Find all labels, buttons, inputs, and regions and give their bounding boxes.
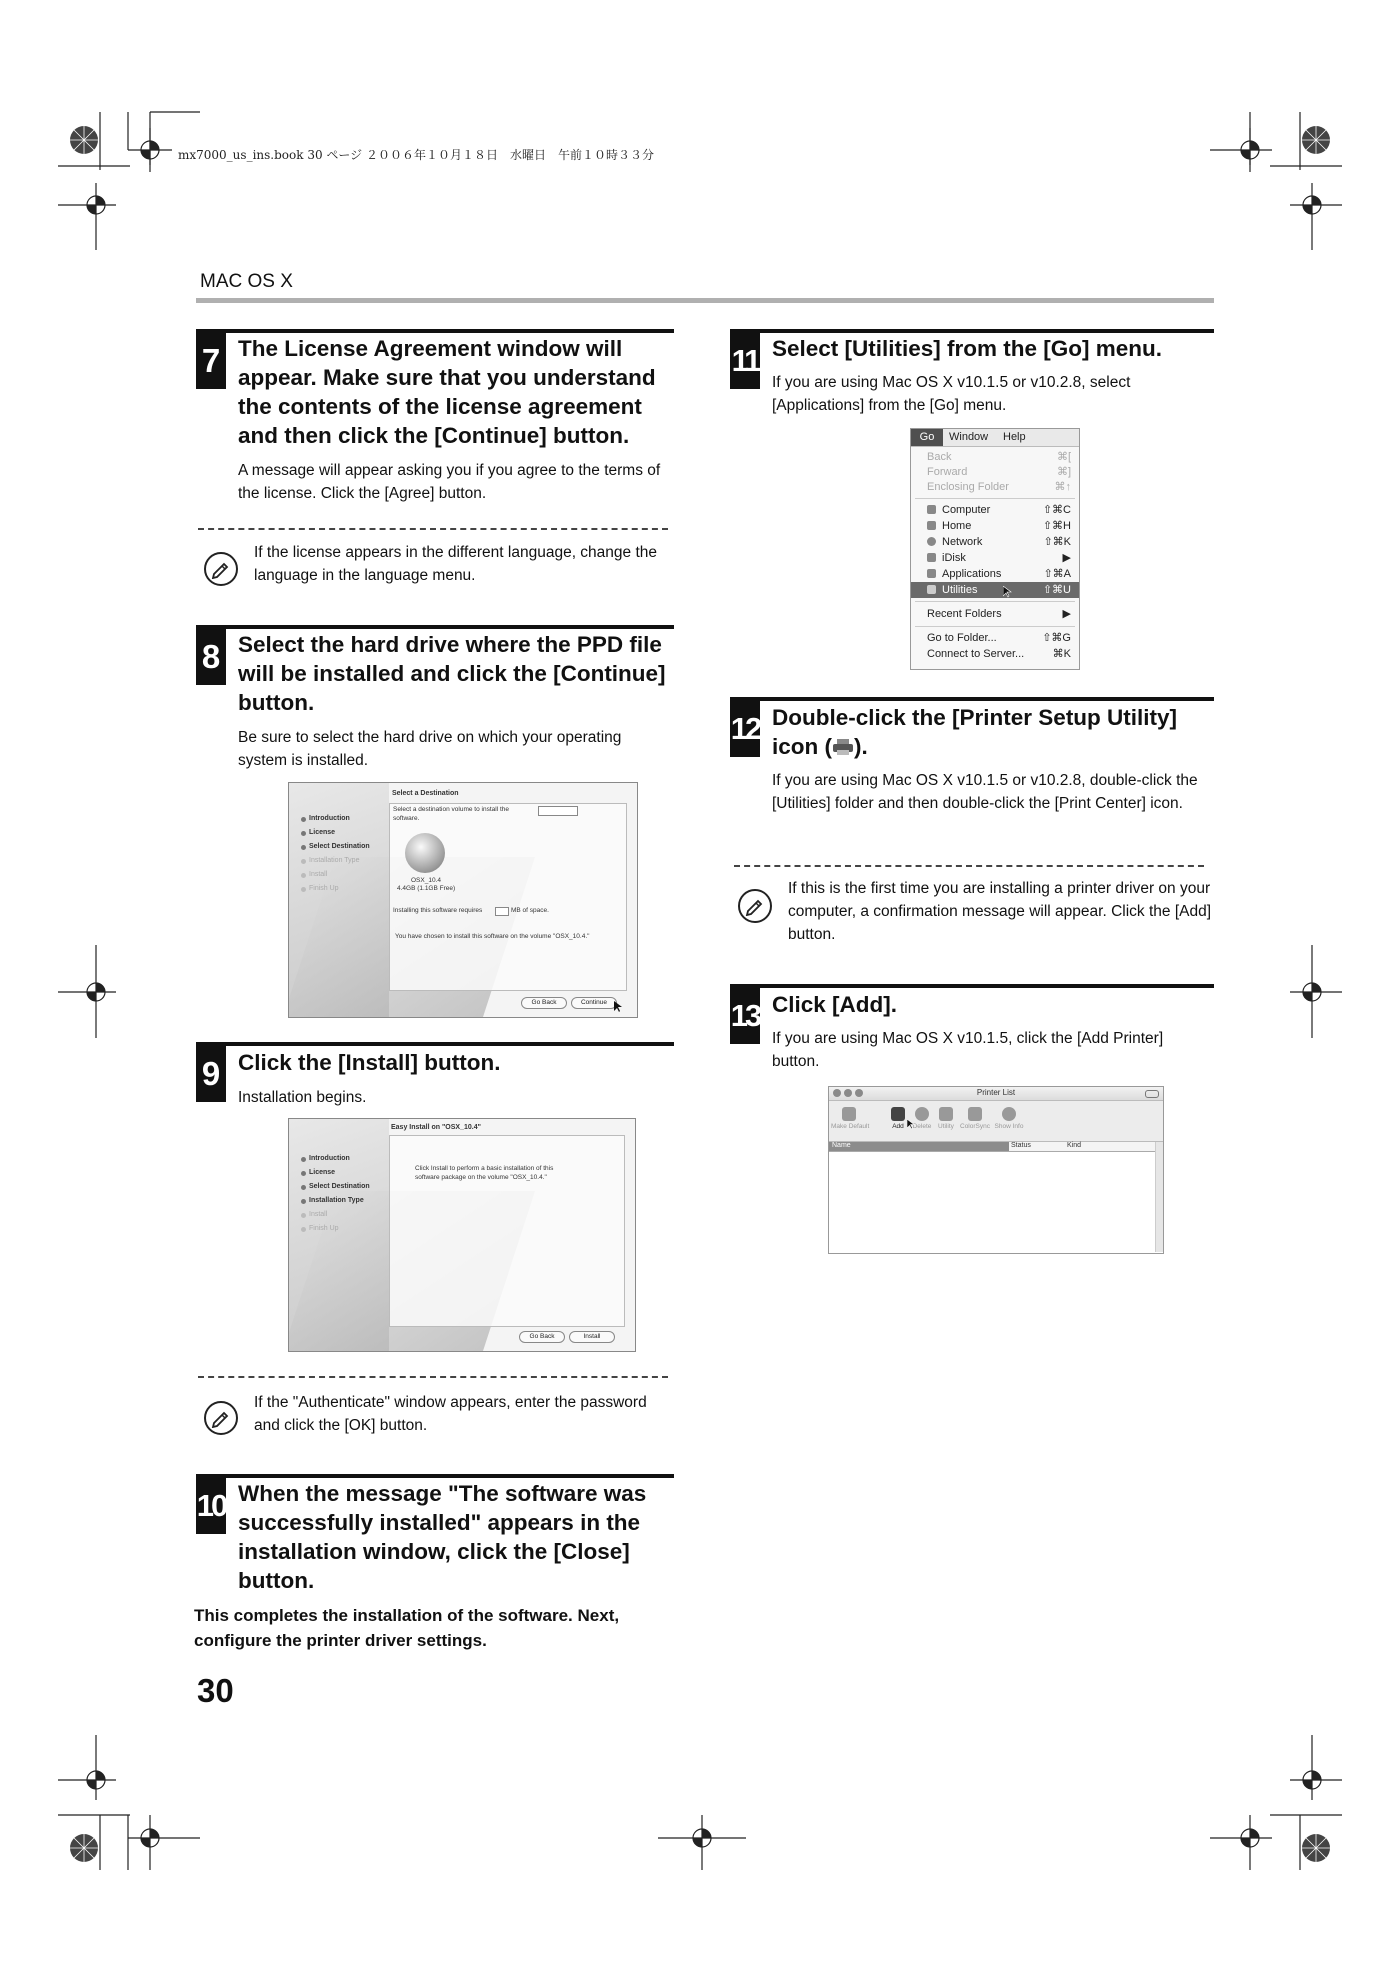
page-number: 30 [197, 1672, 234, 1709]
step-9-body: Installation begins. [238, 1089, 367, 1106]
colorsync-button[interactable]: ColorSync [959, 1103, 991, 1130]
step-7-title: The License Agreement window will appear. Make sure that you understand the contents of the license agreement and then click the [Continue] button. [238, 336, 656, 448]
menu-item-network[interactable]: Network ⇧⌘K [911, 534, 1079, 550]
menu-item-go-to-folder[interactable]: Go to Folder... ⇧⌘G [927, 632, 1071, 644]
make-default-button[interactable]: Make Default [831, 1103, 867, 1130]
nav-install: Install [309, 871, 328, 878]
menu-item-recent-folders[interactable]: Recent Folders ▶ [927, 608, 1071, 620]
install-message: Click Install to perform a basic installation of this [415, 1165, 554, 1172]
step-9-number: 9 [196, 1046, 226, 1102]
add-button[interactable]: Add [885, 1103, 911, 1130]
nav-license: License [309, 829, 336, 836]
menu-item-computer[interactable]: Computer ⇧⌘C [911, 502, 1079, 518]
name-column-header[interactable]: Name [829, 1142, 1009, 1151]
menu-item-enclosing-folder[interactable]: Enclosing Folder ⌘↑ [927, 481, 1071, 493]
go-back-button[interactable]: Go Back [521, 997, 567, 1009]
menu-window[interactable]: Window [949, 431, 989, 443]
step-8-body: Be sure to select the hard drive on which your operating system is installed. [238, 729, 622, 769]
step-12-note: If this is the first time you are installing a printer driver on your computer, a confirmation message will appear. Click the [Add] button. [788, 880, 1212, 943]
nav-select-destination: Select Destination [309, 1183, 370, 1190]
nav-finish-up: Finish Up [309, 1225, 339, 1232]
utility-button[interactable]: Utility [933, 1103, 959, 1130]
step-13-title: Click [Add]. [772, 992, 898, 1017]
menu-item-idisk[interactable]: iDisk ▶ [911, 550, 1079, 566]
step-7-number: 7 [196, 333, 226, 389]
step-10-title: When the message "The software was successfully installed" appears in the installation window, click the [Close] button. [238, 1481, 647, 1593]
show-info-button[interactable]: Show Info [991, 1103, 1027, 1130]
step-12-title: Double-click the [Printer Setup Utility] icon ( ). [772, 705, 1178, 759]
nav-installation-type: Installation Type [309, 857, 360, 864]
step-7-note: If the license appears in the different language, change the language in the language menu. [254, 544, 658, 584]
go-back-button[interactable]: Go Back [519, 1331, 565, 1343]
step-8-title: Select the hard drive where the PPD file will be installed and click the [Continue] button. [238, 632, 666, 715]
volume-name: OSX_10.4 [411, 877, 441, 884]
nav-select-destination: Select Destination [309, 843, 370, 850]
menu-item-applications[interactable]: Applications ⇧⌘A [911, 566, 1079, 582]
step-13-number: 13 [730, 988, 760, 1044]
step-8-number: 8 [196, 629, 226, 685]
install-message-line2: software package on the volume "OSX_10.4." [415, 1174, 547, 1181]
destination-heading: Select a Destination [392, 790, 459, 797]
volume-size: 4.4GB (1.1GB Free) [397, 885, 456, 892]
status-column-header[interactable]: Status [1011, 1142, 1031, 1149]
step-10-number: 10 [196, 1478, 226, 1534]
menu-item-back[interactable]: Back ⌘[ [927, 451, 1071, 463]
install-heading: Easy Install on "OSX_10.4" [391, 1124, 481, 1131]
menu-item-connect-to-server[interactable]: Connect to Server... ⌘K [927, 648, 1071, 660]
step-11-number: 11 [730, 333, 760, 389]
nav-finish-up: Finish Up [309, 885, 339, 892]
delete-button[interactable]: Delete [909, 1103, 935, 1130]
nav-introduction: Introduction [309, 815, 350, 822]
menu-item-utilities[interactable]: Utilities ⇧⌘U [911, 582, 1079, 598]
completion-message: This completes the installation of the software. Next, configure the printer driver settings. [194, 1606, 620, 1650]
continue-button[interactable]: Continue [571, 997, 617, 1009]
destination-prompt: Select a destination volume to install the [393, 806, 509, 813]
window-title: Printer List [976, 1088, 1016, 1097]
kind-column-header[interactable]: Kind [1067, 1142, 1082, 1149]
install-button[interactable]: Install [569, 1331, 615, 1343]
chosen-volume-text: You have chosen to install this software on the volume "OSX_10.4." [395, 933, 590, 940]
print-job-header: mx7000_us_ins.book 30 ページ ２００６年１０月１８日 水曜日 午前１０時３３分 [178, 148, 654, 162]
step-11-body: If you are using Mac OS X v10.1.5 or v10.2.8, select [Applications] from the [Go] menu. [772, 374, 1131, 414]
space-required-unit: MB of space. [511, 907, 549, 914]
step-12-body: If you are using Mac OS X v10.1.5 or v10.2.8, double-click the [Utilities] folder and then double-click the [Print Center] icon. [772, 772, 1198, 812]
step-12-number: 12 [730, 701, 760, 757]
menu-go[interactable]: Go [911, 429, 943, 446]
step-7-body: A message will appear asking you if you agree to the terms of the license. Click the [Agree] button. [238, 462, 661, 502]
nav-license: License [309, 1169, 336, 1176]
nav-introduction: Introduction [309, 1155, 350, 1162]
nav-installation-type: Installation Type [309, 1197, 364, 1204]
step-9-title: Click the [Install] button. [238, 1050, 501, 1075]
section-label: MAC OS X [200, 271, 293, 292]
space-required-text: Installing this software requires [393, 907, 483, 914]
step-11-title: Select [Utilities] from the [Go] menu. [772, 336, 1163, 361]
destination-prompt-line2: software. [393, 815, 420, 822]
step-13-body: If you are using Mac OS X v10.1.5, click the [Add Printer] button. [772, 1030, 1164, 1070]
menu-help[interactable]: Help [1003, 431, 1026, 443]
menu-item-forward[interactable]: Forward ⌘] [927, 466, 1071, 478]
nav-install: Install [309, 1211, 328, 1218]
step-9-note: If the "Authenticate" window appears, enter the password and click the [OK] button. [254, 1394, 647, 1434]
menu-item-home[interactable]: Home ⇧⌘H [911, 518, 1079, 534]
